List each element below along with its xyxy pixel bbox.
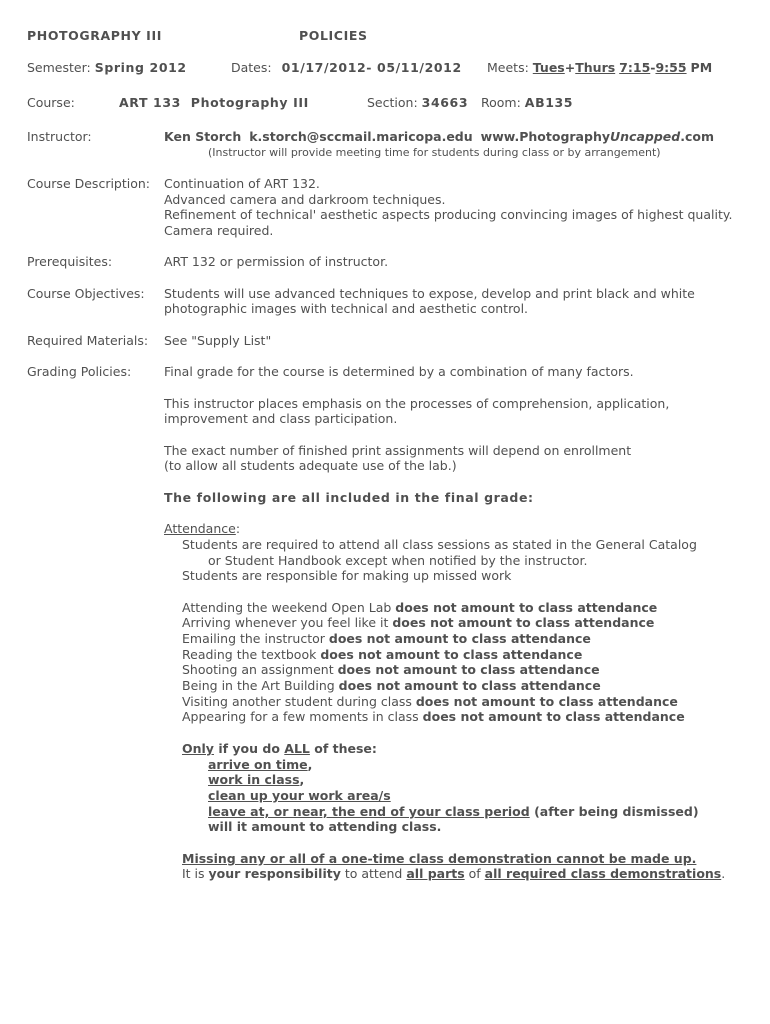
materials-value: See "Supply List" bbox=[164, 333, 272, 348]
resp-all-parts: all parts bbox=[406, 866, 465, 881]
not-count-phrase: does not amount to class attendance bbox=[422, 709, 685, 724]
website-part-2: Uncapped bbox=[610, 129, 681, 144]
not-count-activity: Emailing the instructor bbox=[182, 631, 329, 646]
responsibility-note bbox=[182, 866, 725, 882]
meets-row bbox=[487, 60, 712, 76]
not-count-item bbox=[182, 631, 591, 647]
attendance-heading-row bbox=[164, 521, 240, 537]
not-count-phrase: does not amount to class attendance bbox=[338, 678, 601, 693]
resp-bold: your responsibility bbox=[208, 866, 341, 881]
requirement-item bbox=[208, 772, 304, 788]
not-count-activity: Reading the textbook bbox=[182, 647, 321, 662]
instructor-note: (Instructor will provide meeting time for students during class or by arrangement) bbox=[208, 146, 661, 159]
not-count-phrase: does not amount to class attendance bbox=[337, 662, 600, 677]
dates-value: 01/17/2012- 05/11/2012 bbox=[281, 60, 462, 75]
dates-row bbox=[231, 60, 462, 76]
not-count-item bbox=[182, 615, 654, 631]
all-word: ALL bbox=[284, 741, 310, 756]
materials-label: Required Materials: bbox=[27, 333, 149, 348]
meets-dash: - bbox=[650, 60, 656, 75]
not-count-item bbox=[182, 600, 657, 616]
only-word: Only bbox=[182, 741, 214, 756]
resp-text: of bbox=[464, 866, 485, 881]
not-count-activity: Arriving whenever you feel like it bbox=[182, 615, 393, 630]
not-count-item bbox=[182, 678, 601, 694]
grading-label: Grading Policies: bbox=[27, 364, 132, 379]
meets-plus: + bbox=[564, 60, 576, 75]
only-if-row bbox=[182, 741, 377, 757]
meets-end: 9:55 bbox=[655, 60, 687, 75]
semester-row bbox=[27, 60, 187, 76]
resp-period: . bbox=[721, 866, 726, 881]
website-part-1: www.Photography bbox=[480, 129, 610, 144]
room-value: AB135 bbox=[524, 95, 574, 110]
not-count-phrase: does not amount to class attendance bbox=[392, 615, 655, 630]
grading-paragraph: improvement and class participation. bbox=[164, 411, 398, 426]
prerequisites-label: Prerequisites: bbox=[27, 254, 113, 269]
attendance-heading: Attendance bbox=[164, 521, 236, 536]
description-line: Refinement of technical' aesthetic aspects producing convincing images of highest quality. bbox=[164, 207, 733, 222]
section-row bbox=[367, 95, 468, 111]
meets-tues: Tues bbox=[532, 60, 565, 75]
grading-paragraph: The exact number of finished print assignments will depend on enrollment bbox=[164, 443, 632, 458]
instructor-row bbox=[164, 129, 714, 145]
not-count-phrase: does not amount to class attendance bbox=[320, 647, 583, 662]
meets-label: Meets: bbox=[487, 60, 529, 75]
not-count-item bbox=[182, 647, 582, 663]
meets-pm: PM bbox=[690, 60, 713, 75]
only-text: if you do bbox=[213, 741, 285, 756]
not-count-phrase: does not amount to class attendance bbox=[395, 600, 658, 615]
instructor-email[interactable]: k.storch@sccmail.maricopa.edu bbox=[249, 129, 473, 144]
requirement-tail: , bbox=[299, 772, 305, 787]
not-count-activity: Attending the weekend Open Lab bbox=[182, 600, 396, 615]
semester-value: Spring 2012 bbox=[94, 60, 187, 75]
document-title: POLICIES bbox=[299, 28, 368, 43]
requirement-item: clean up your work area/s bbox=[208, 788, 391, 803]
grading-paragraph: Final grade for the course is determined by a combination of many factors. bbox=[164, 364, 634, 379]
not-count-activity: Appearing for a few moments in class bbox=[182, 709, 423, 724]
attendance-line: Students are responsible for making up missed work bbox=[182, 568, 512, 583]
prerequisites-value: ART 132 or permission of instructor. bbox=[164, 254, 389, 269]
not-count-item bbox=[182, 662, 600, 678]
room-row bbox=[481, 95, 573, 111]
description-line: Advanced camera and darkroom techniques. bbox=[164, 192, 446, 207]
instructor-name: Ken Storch bbox=[164, 129, 242, 144]
room-label: Room: bbox=[481, 95, 521, 110]
resp-text: to attend bbox=[340, 866, 407, 881]
not-count-activity: Being in the Art Building bbox=[182, 678, 339, 693]
included-heading: The following are all included in the final grade: bbox=[164, 490, 534, 505]
website-part-3: .com bbox=[680, 129, 714, 144]
resp-text: It is bbox=[182, 866, 209, 881]
section-value: 34663 bbox=[421, 95, 469, 110]
resp-demonstrations: all required class demonstrations bbox=[484, 866, 722, 881]
not-count-activity: Visiting another student during class bbox=[182, 694, 416, 709]
grading-paragraph: This instructor places emphasis on the processes of comprehension, application, bbox=[164, 396, 670, 411]
description-line: Continuation of ART 132. bbox=[164, 176, 320, 191]
requirement-text: leave at, or near, the end of your class period bbox=[208, 804, 530, 819]
attendance-line: or Student Handbook except when notified by the instructor. bbox=[208, 553, 588, 568]
requirement-item bbox=[208, 757, 312, 773]
objectives-line: photographic images with technical and aesthetic control. bbox=[164, 301, 529, 316]
only-tail: of these: bbox=[309, 741, 377, 756]
semester-label: Semester: bbox=[27, 60, 91, 75]
missing-demo-note: Missing any or all of a one-time class demonstration cannot be made up. bbox=[182, 851, 697, 866]
not-count-activity: Shooting an assignment bbox=[182, 662, 338, 677]
objectives-label: Course Objectives: bbox=[27, 286, 145, 301]
requirement-conclusion: will it amount to attending class. bbox=[208, 819, 442, 834]
not-count-phrase: does not amount to class attendance bbox=[328, 631, 591, 646]
course-title: PHOTOGRAPHY III bbox=[27, 28, 162, 43]
attendance-line: Students are required to attend all class sessions as stated in the General Catalog bbox=[182, 537, 697, 552]
attendance-colon: : bbox=[235, 521, 241, 536]
requirement-tail: (after being dismissed) bbox=[529, 804, 699, 819]
requirement-item bbox=[208, 804, 699, 820]
meets-thurs: Thurs bbox=[575, 60, 616, 75]
instructor-label: Instructor: bbox=[27, 129, 92, 144]
grading-paragraph: (to allow all students adequate use of the lab.) bbox=[164, 458, 457, 473]
objectives-line: Students will use advanced techniques to expose, develop and print black and white bbox=[164, 286, 695, 301]
description-label: Course Description: bbox=[27, 176, 151, 191]
section-label: Section: bbox=[367, 95, 418, 110]
meets-start: 7:15 bbox=[619, 60, 651, 75]
not-count-item bbox=[182, 709, 685, 725]
not-count-phrase: does not amount to class attendance bbox=[415, 694, 678, 709]
requirement-text: arrive on time bbox=[208, 757, 308, 772]
dates-label: Dates: bbox=[231, 60, 272, 75]
not-count-item bbox=[182, 694, 678, 710]
course-value: ART 133 Photography III bbox=[119, 95, 309, 110]
requirement-tail: , bbox=[307, 757, 313, 772]
description-line: Camera required. bbox=[164, 223, 274, 238]
requirement-text: work in class bbox=[208, 772, 300, 787]
instructor-website[interactable] bbox=[481, 129, 714, 144]
course-label: Course: bbox=[27, 95, 75, 110]
